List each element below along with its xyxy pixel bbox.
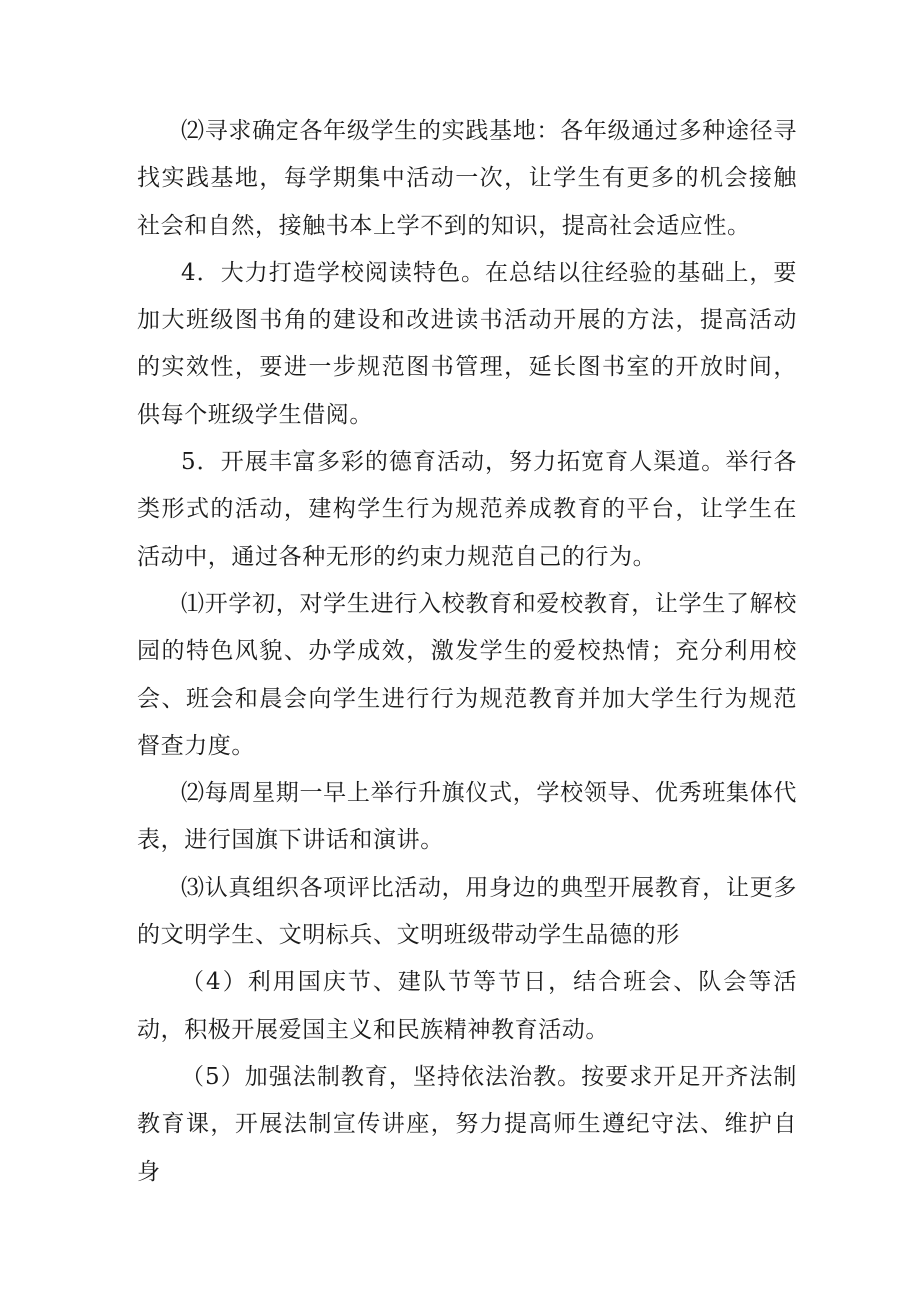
paragraph-patriotic-education: （4）利用国庆节、建队节等节日，结合班会、队会等活动，积极开展爱国主义和民族精神教育活动。 — [137, 969, 797, 1043]
paragraph-practice-base: ⑵寻求确定各年级学生的实践基地：各年级通过多种途径寻找实践基地，每学期集中活动一次，让学生有更多的机会接触社会和自然，接触书本上学不到的知识，提高社会适应性。 — [137, 118, 797, 239]
paragraph-reading-feature: 4．大力打造学校阅读特色。在总结以往经验的基础上，要加大班级图书角的建设和改进读书活动开展的方法，提高活动的实效性，要进一步规范图书管理，延长图书室的开放时间，供每个班级学生借阅。 — [137, 259, 797, 428]
document-body — [137, 108, 797, 1196]
paragraph-legal-education: （5）加强法制教育，坚持依法治教。按要求开足开齐法制教育课，开展法制宣传讲座，努力提高师生遵纪守法、维护自身 — [137, 1063, 797, 1185]
paragraph-evaluation-activities: ⑶认真组织各项评比活动，用身边的典型开展教育，让更多的文明学生、文明标兵、文明班级带动学生品德的形 — [137, 874, 797, 949]
paragraph-flag-ceremony: ⑵每周星期一早上举行升旗仪式，学校领导、优秀班集体代表，进行国旗下讲话和演讲。 — [137, 780, 797, 854]
paragraph-school-entry-education: ⑴开学初，对学生进行入校教育和爱校教育，让学生了解校园的特色风貌、办学成效，激发学生的爱校热情；充分利用校会、班会和晨会向学生进行行为规范教育并加大学生行为规范督查力度。 — [137, 590, 797, 759]
paragraph-moral-activities: 5．开展丰富多彩的德育活动，努力拓宽育人渠道。举行各类形式的活动，建构学生行为规范养成教育的平台，让学生在活动中，通过各种无形的约束力规范自己的行为。 — [137, 449, 797, 570]
